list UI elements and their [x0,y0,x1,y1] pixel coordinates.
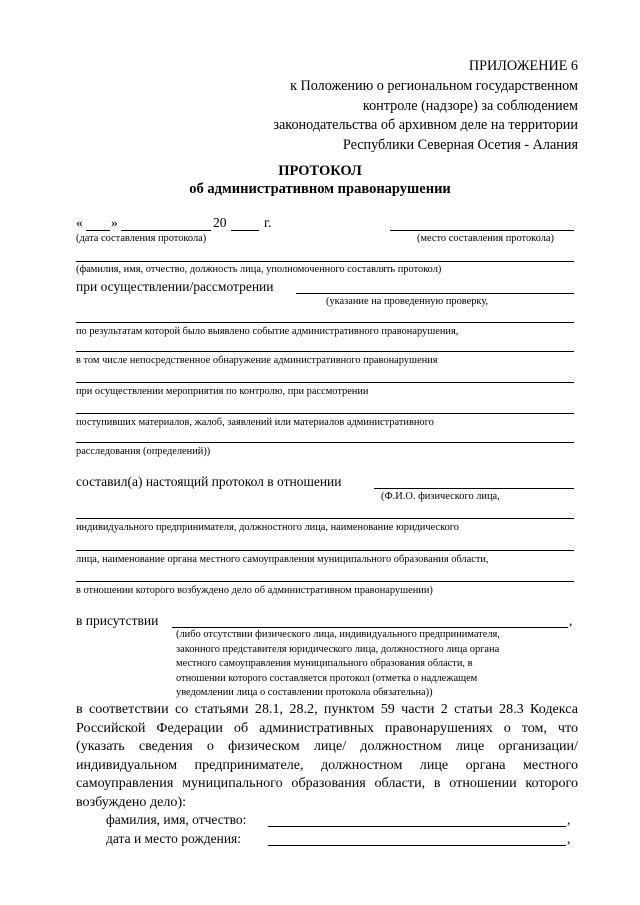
birth-comma: , [567,831,571,846]
appendix-line: законодательства об архивном деле на территории [273,117,578,134]
form-line: расследования (определений)) [76,446,211,457]
blank-line[interactable] [76,382,574,383]
fio-comma: , [567,812,571,827]
place-caption: (место составления протокола) [417,233,554,244]
presence-comma: , [569,613,573,628]
month-field[interactable] [121,230,211,231]
composed-label: составил(а) настоящий протокол в отношении [76,474,342,489]
presence-note-line: отношении которого составляется протокол (отметка о надлежащем [176,672,478,684]
fio-label: фамилия, имя, отчество: [106,812,247,827]
presence-note-line: (либо отсутствии физического лица, индивидуального предпринимателя, [176,629,500,640]
form-line: при осуществлении мероприятия по контролю, при рассмотрении [76,386,369,397]
appendix-line: Республики Северная Осетия - Алания [342,137,578,154]
blank-line[interactable] [76,550,574,551]
blank-line[interactable] [76,518,574,519]
blank-line[interactable] [76,442,574,443]
document-title: ПРОТОКОЛ [278,163,362,179]
check-field[interactable] [296,293,574,294]
year-suffix: г. [264,215,272,230]
appendix-header [158,57,578,156]
appendix-line: к Положению о региональном государственном [290,77,578,94]
document-subtitle: об административном правонарушении [189,181,451,197]
form-line: в отношении которого возбуждено дело об административном правонарушении) [76,585,433,596]
form-line: в том числе непосредственное обнаружение административного правонарушения [76,355,438,366]
blank-line[interactable] [76,581,574,582]
appendix-line: контроле (надзоре) за соблюдением [362,97,578,114]
day-field[interactable] [86,230,110,231]
blank-line[interactable] [76,322,574,323]
year-prefix: 20 [213,215,227,230]
presence-note-line: законного представителя юридического лица, должностного лица органа [176,643,500,655]
date-caption: (дата составления протокола) [76,233,207,244]
fio-field[interactable] [268,826,566,827]
official-field[interactable] [76,261,574,262]
appendix-line: ПРИЛОЖЕНИЕ 6 [468,58,578,74]
blank-line[interactable] [76,351,574,352]
form-line: поступивших материалов, жалоб, заявлений или материалов административного [76,417,434,428]
during-label: при осуществлении/рассмотрении [76,279,274,294]
form-line: индивидуального предпринимателя, должностного лица, наименование юридического [76,522,459,533]
legal-paragraph: в соответствии со статьями 28.1, 28.2, пунктом 59 части 2 статьи 28.3 Кодекса Российской Федерации об административных правонарушениях о том, что (указать сведения о физическом лице/ должностном лице организации/ индивидуальном предпринимателе, должностном лице органа местного самоуправления муниципального образования области, в отношении которого возбуждено дело): [76,701,578,810]
official-caption: (фамилия, имя, отчество, должность лица, уполномоченного составлять протокол) [76,264,442,275]
form-line: лица, наименование органа местного самоуправления муниципального образования области, [76,554,489,565]
person-field[interactable] [374,488,574,489]
year-field[interactable] [231,230,259,231]
person-caption: (Ф.И.О. физического лица, [381,491,500,502]
quote-close: » [111,215,118,230]
check-caption: (указание на проведенную проверку, [326,296,489,307]
presence-note [176,628,576,701]
blank-line[interactable] [76,413,574,414]
presence-label: в присутствии [76,613,159,628]
quote-open: « [76,215,83,230]
birth-field[interactable] [268,845,566,846]
form-line: по результатам которой было выявлено событие административного правонарушения, [76,326,459,337]
place-field[interactable] [390,230,574,231]
birth-label: дата и место рождения: [106,831,242,846]
presence-note-line: местного самоуправления муниципального образования области, в [176,658,473,670]
presence-note-line: уведомлении лица о составлении протокола обязательна)) [176,687,433,699]
